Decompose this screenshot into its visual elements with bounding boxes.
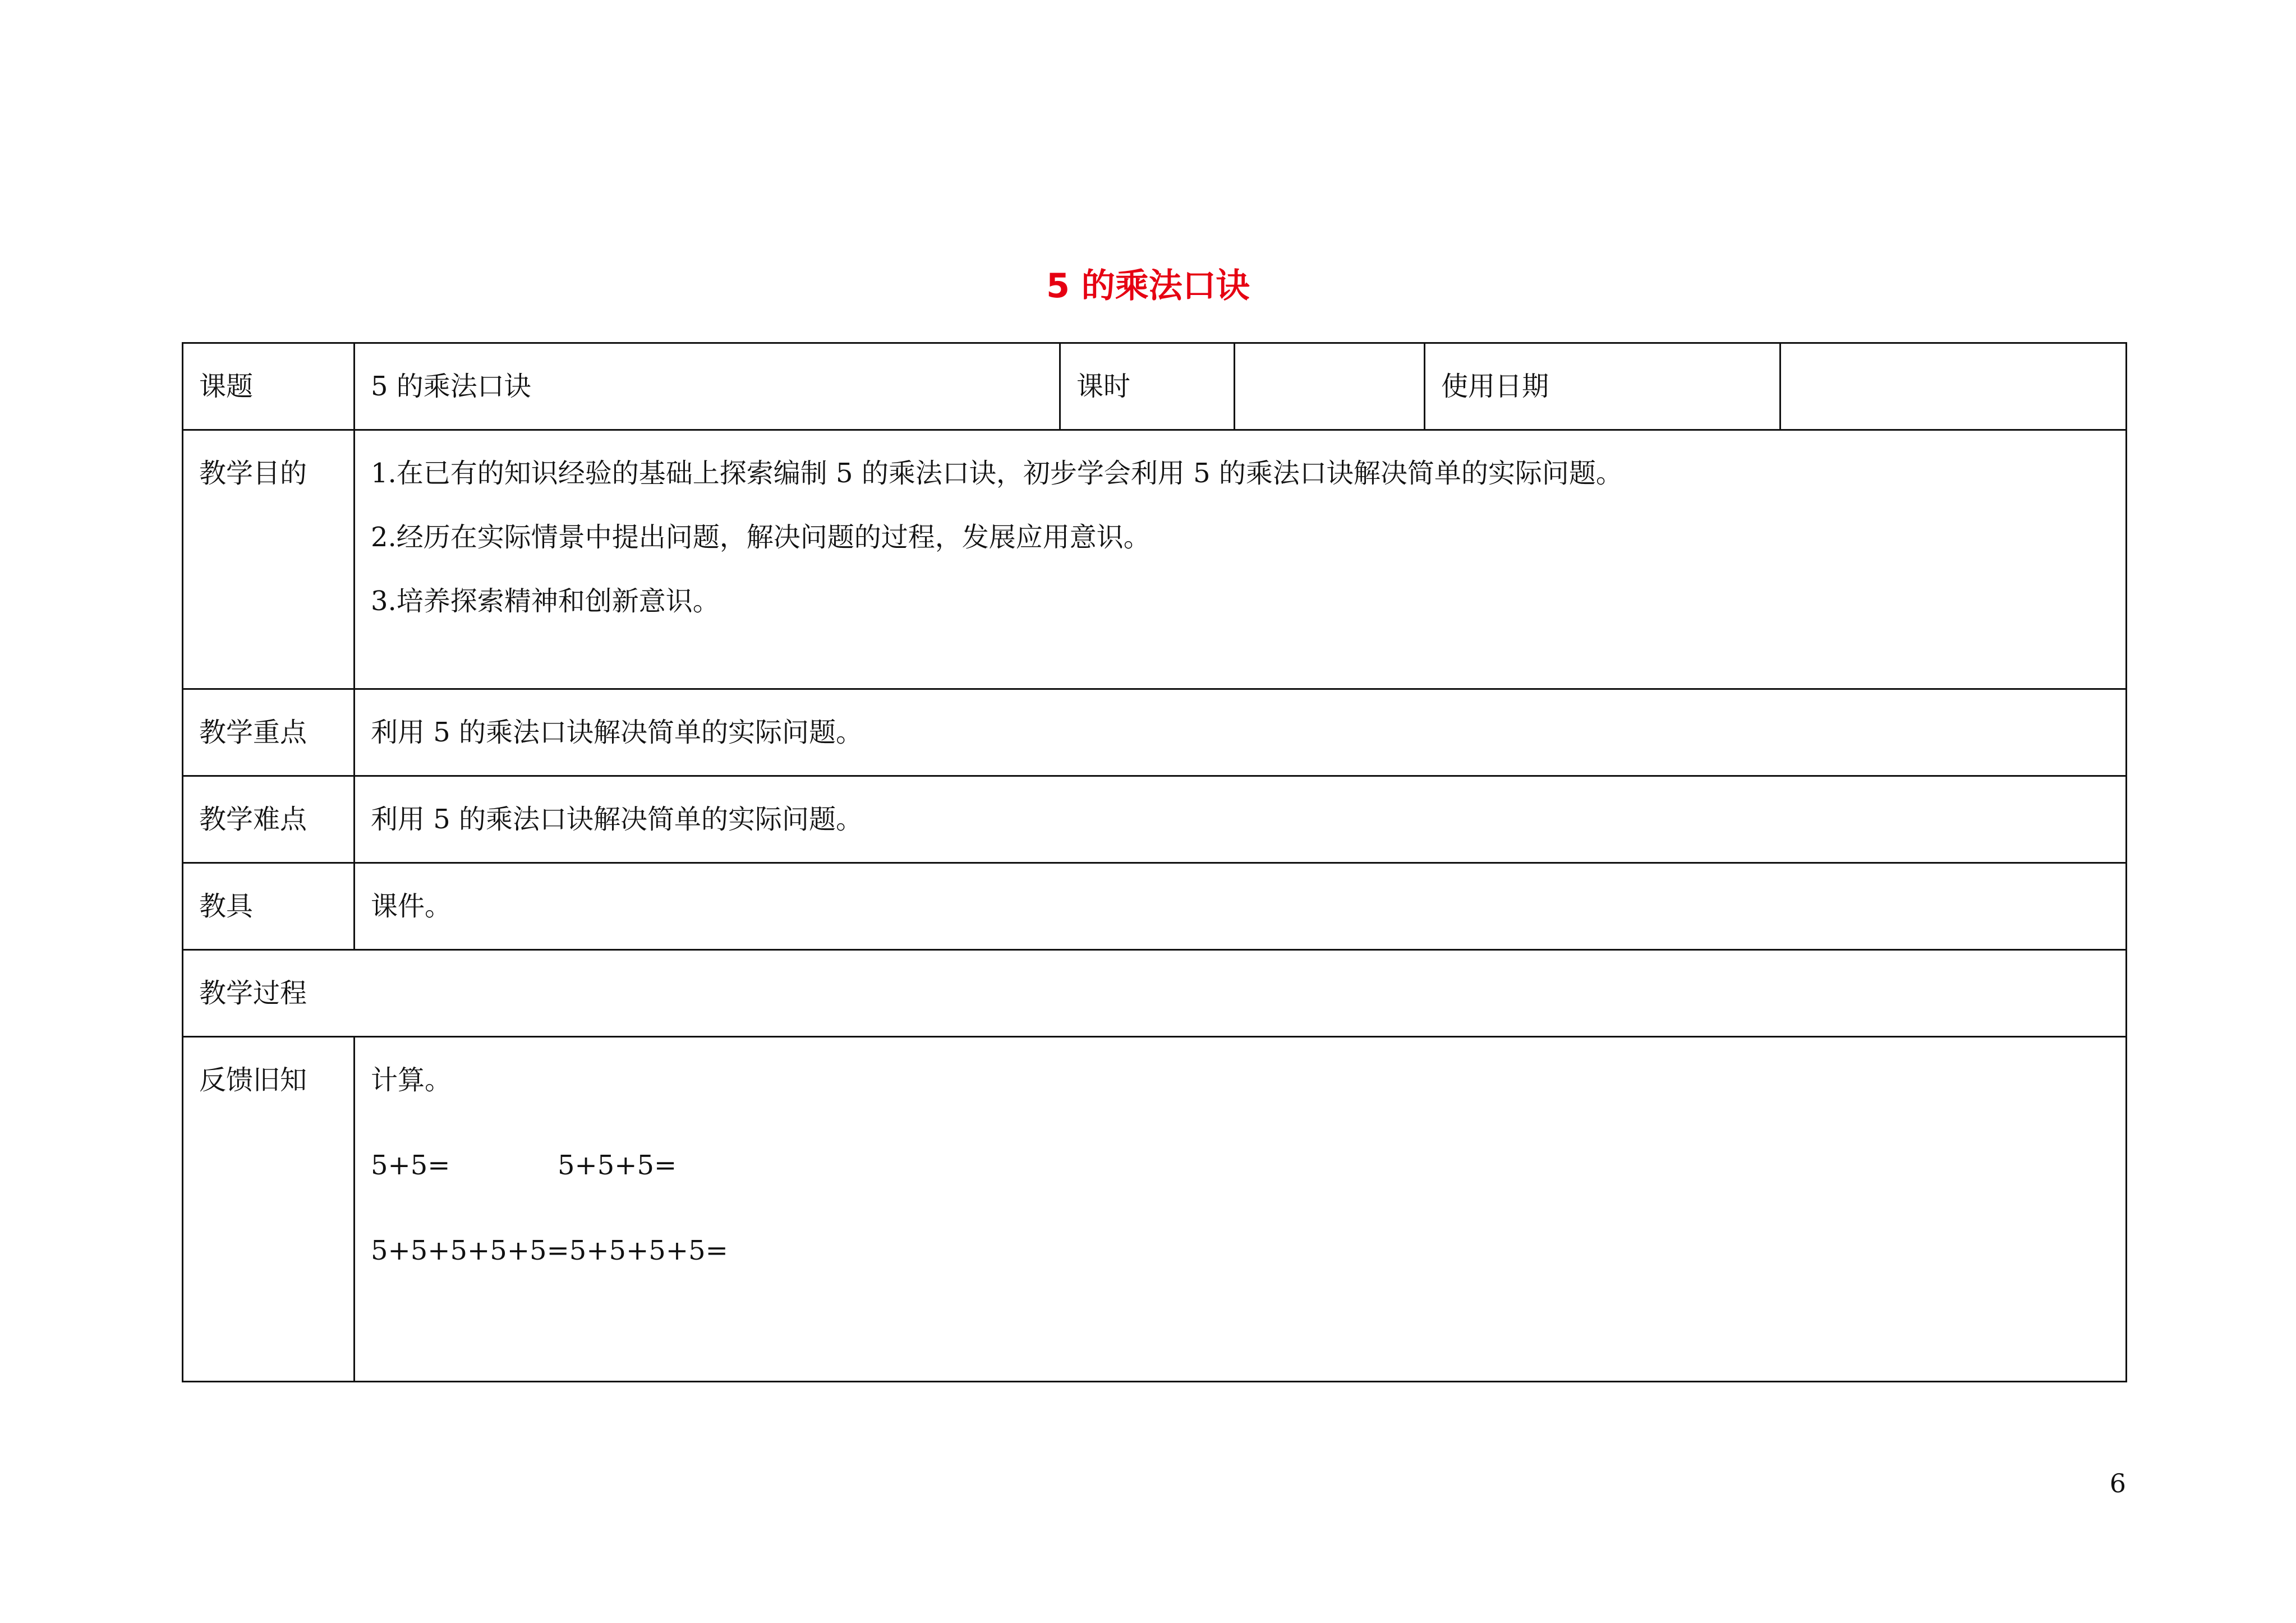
review-label: 反馈旧知 bbox=[199, 1064, 307, 1096]
period-label-cell bbox=[1060, 343, 1235, 430]
page-number: 6 bbox=[2109, 1468, 2126, 1498]
objectives-list bbox=[371, 431, 2110, 623]
process-label-cell bbox=[183, 950, 2127, 1037]
period-label: 课时 bbox=[1076, 371, 1131, 402]
lesson-plan-table bbox=[182, 342, 2127, 1382]
difficulty-row bbox=[183, 776, 2127, 863]
key-point-label: 教学重点 bbox=[199, 717, 307, 748]
objective-item: 1.在已有的知识经验的基础上探索编制 5 的乘法口诀，初步学会利用 5 的乘法口诀解决简单的实际问题。 bbox=[371, 458, 1623, 489]
key-point-label-cell bbox=[183, 689, 355, 776]
review-label-cell bbox=[183, 1037, 355, 1382]
difficulty-label: 教学难点 bbox=[199, 804, 307, 835]
process-label: 教学过程 bbox=[199, 978, 307, 1009]
topic-label: 课题 bbox=[199, 371, 254, 402]
tools-value-cell bbox=[355, 863, 2127, 950]
period-value-cell bbox=[1235, 343, 1425, 430]
tools-label: 教具 bbox=[199, 891, 254, 922]
topic-label-cell bbox=[183, 343, 355, 430]
key-point-value-cell bbox=[355, 689, 2127, 776]
date-label-cell bbox=[1425, 343, 1780, 430]
review-row bbox=[183, 1037, 2127, 1382]
review-exercises bbox=[371, 1038, 2110, 1293]
objectives-row bbox=[183, 430, 2127, 689]
document-title: 5 的乘法口诀 bbox=[1046, 266, 1250, 306]
period-value bbox=[1251, 344, 1408, 366]
tools-row bbox=[183, 863, 2127, 950]
process-row bbox=[183, 950, 2127, 1037]
objective-item: 3.培养探索精神和创新意识。 bbox=[371, 585, 720, 617]
key-point-value: 利用 5 的乘法口诀解决简单的实际问题。 bbox=[371, 717, 863, 748]
topic-value-cell bbox=[355, 343, 1060, 430]
review-content-cell bbox=[355, 1037, 2127, 1382]
key-point-row bbox=[183, 689, 2127, 776]
calc-line-2: 5+5+5+5+5=5+5+5+5= bbox=[371, 1235, 728, 1266]
header-row bbox=[183, 343, 2127, 430]
topic-value: 5 的乘法口诀 bbox=[371, 371, 531, 402]
tools-label-cell bbox=[183, 863, 355, 950]
difficulty-value: 利用 5 的乘法口诀解决简单的实际问题。 bbox=[371, 804, 863, 835]
review-intro: 计算。 bbox=[371, 1064, 452, 1096]
tools-value: 课件。 bbox=[371, 891, 452, 922]
objectives-label-cell bbox=[183, 430, 355, 689]
calc-line-1 bbox=[371, 1123, 2110, 1208]
objectives-label: 教学目的 bbox=[199, 458, 307, 489]
date-value bbox=[1797, 344, 2110, 366]
date-label: 使用日期 bbox=[1441, 371, 1549, 402]
difficulty-label-cell bbox=[183, 776, 355, 863]
date-value-cell bbox=[1780, 343, 2127, 430]
objectives-content-cell bbox=[355, 430, 2127, 689]
calc-expression: 5+5= bbox=[371, 1150, 450, 1181]
objective-item: 2.经历在实际情景中提出问题，解决问题的过程，发展应用意识。 bbox=[371, 522, 1151, 553]
calc-expression: 5+5+5= bbox=[558, 1150, 677, 1181]
difficulty-value-cell bbox=[355, 776, 2127, 863]
